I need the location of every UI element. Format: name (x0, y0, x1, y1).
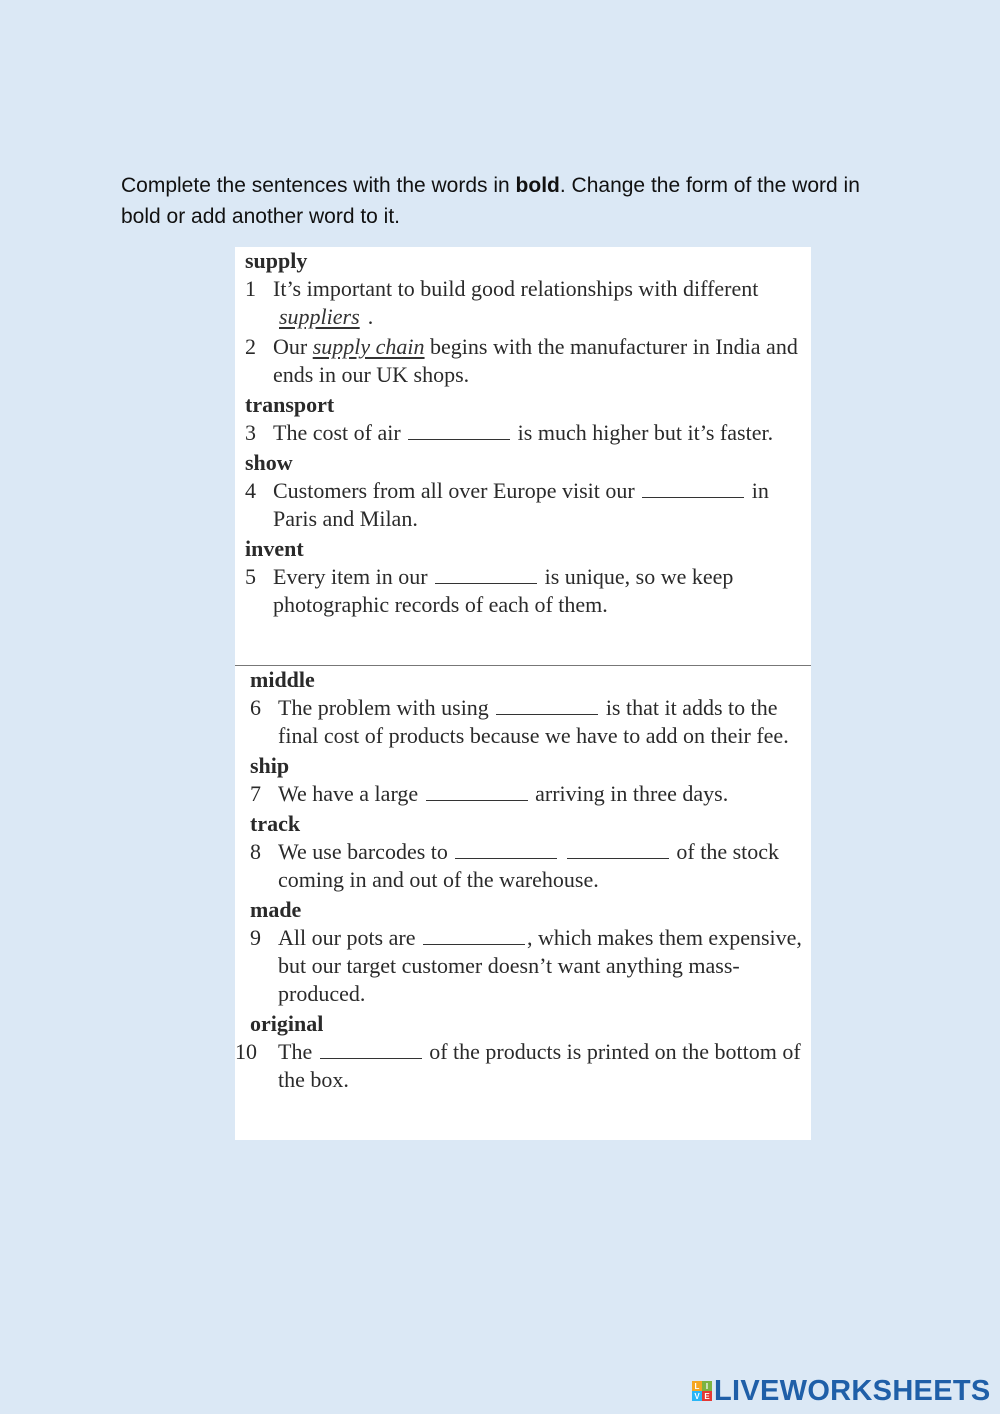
sentence-10 (235, 1038, 811, 1094)
logo-badge-letter: V (692, 1391, 702, 1401)
sentence-2 (245, 333, 811, 389)
answer-blank[interactable] (567, 840, 669, 859)
keyword-original: original (250, 1011, 324, 1036)
instructions (121, 170, 901, 232)
sentence-text: It’s important to build good relationships with different (273, 276, 759, 301)
answer-blank[interactable] (320, 1040, 422, 1059)
sentence-text: , which makes them expensive, but our target customer doesn’t want anything mass-produced. (278, 925, 802, 1006)
logo-badge-letter: E (702, 1391, 712, 1401)
keyword-supply: supply (245, 248, 308, 273)
instructions-text-start: Complete the sentences with the words in (121, 174, 516, 197)
sentence-text: The (278, 1039, 313, 1064)
example-answer: supply chain (312, 334, 425, 359)
example-answer: suppliers (279, 304, 360, 329)
exercise-part-1 (235, 247, 811, 621)
sentence-text: . (367, 304, 374, 329)
answer-blank[interactable] (426, 782, 528, 801)
keyword-ship: ship (250, 753, 290, 778)
answer-blank[interactable] (455, 840, 557, 859)
sentence-number: 7 (250, 781, 261, 806)
instructions-bold-word: bold (515, 174, 560, 197)
sentence-number: 10 (235, 1039, 257, 1064)
sentence-text: is that it adds to the final cost of products because we have to add on their fee. (278, 695, 789, 748)
keyword-transport: transport (245, 392, 335, 417)
sentence-text: in Paris and Milan. (273, 478, 769, 531)
keyword-track: track (250, 811, 301, 836)
instructions-text-end: . Change the form of the word in bold or add another word to it. (121, 174, 860, 228)
answer-blank[interactable] (435, 565, 537, 584)
liveworksheets-logo[interactable] (692, 1374, 991, 1408)
logo-text: LIVEWORKSHEETS (714, 1374, 991, 1407)
sentence-number: 9 (250, 925, 261, 950)
sentence-text: We use barcodes to (278, 839, 448, 864)
sentence-text: Every item in our (273, 564, 428, 589)
sentence-6 (250, 694, 811, 750)
sentence-number: 3 (245, 420, 256, 445)
sentence-text: is unique, so we keep photographic records of each of them. (273, 564, 734, 617)
logo-badge-letter: L (692, 1381, 702, 1391)
keyword-middle: middle (250, 667, 315, 692)
sentence-number: 1 (245, 276, 256, 301)
sentence-number: 2 (245, 334, 256, 359)
exercise-part-2 (235, 665, 811, 1096)
sentence-text: Customers from all over Europe visit our (273, 478, 635, 503)
sentence-text: of the products is printed on the bottom of the box. (278, 1039, 801, 1092)
sentence-text: All our pots are (278, 925, 416, 950)
sentence-1 (245, 275, 811, 331)
exercise-sheet (235, 247, 811, 1140)
keyword-made: made (250, 897, 302, 922)
sentence-9 (250, 924, 811, 1008)
sentence-8 (250, 838, 811, 894)
sentence-4 (245, 477, 811, 533)
sentence-text: The cost of air (273, 420, 401, 445)
sentence-number: 5 (245, 564, 256, 589)
answer-blank[interactable] (496, 696, 598, 715)
sentence-text: We have a large (278, 781, 419, 806)
sentence-text: The problem with using (278, 695, 489, 720)
answer-blank[interactable] (642, 479, 744, 498)
sentence-number: 8 (250, 839, 261, 864)
sentence-text: arriving in three days. (535, 781, 729, 806)
sentence-text: is much higher but it’s faster. (517, 420, 774, 445)
sentence-text: begins with the manufacturer in India and ends in our UK shops. (273, 334, 798, 387)
sentence-5 (245, 563, 811, 619)
sentence-3 (245, 419, 811, 447)
keyword-invent: invent (245, 536, 304, 561)
answer-blank[interactable] (423, 926, 525, 945)
logo-badge-icon (692, 1381, 712, 1401)
sentence-text: of the stock coming in and out of the warehouse. (278, 839, 780, 892)
sentence-number: 4 (245, 478, 256, 503)
logo-badge-letter: I (702, 1381, 712, 1391)
sentence-text: Our (273, 334, 308, 359)
keyword-show: show (245, 450, 293, 475)
sentence-number: 6 (250, 695, 261, 720)
sentence-7 (250, 780, 811, 808)
answer-blank[interactable] (408, 421, 510, 440)
